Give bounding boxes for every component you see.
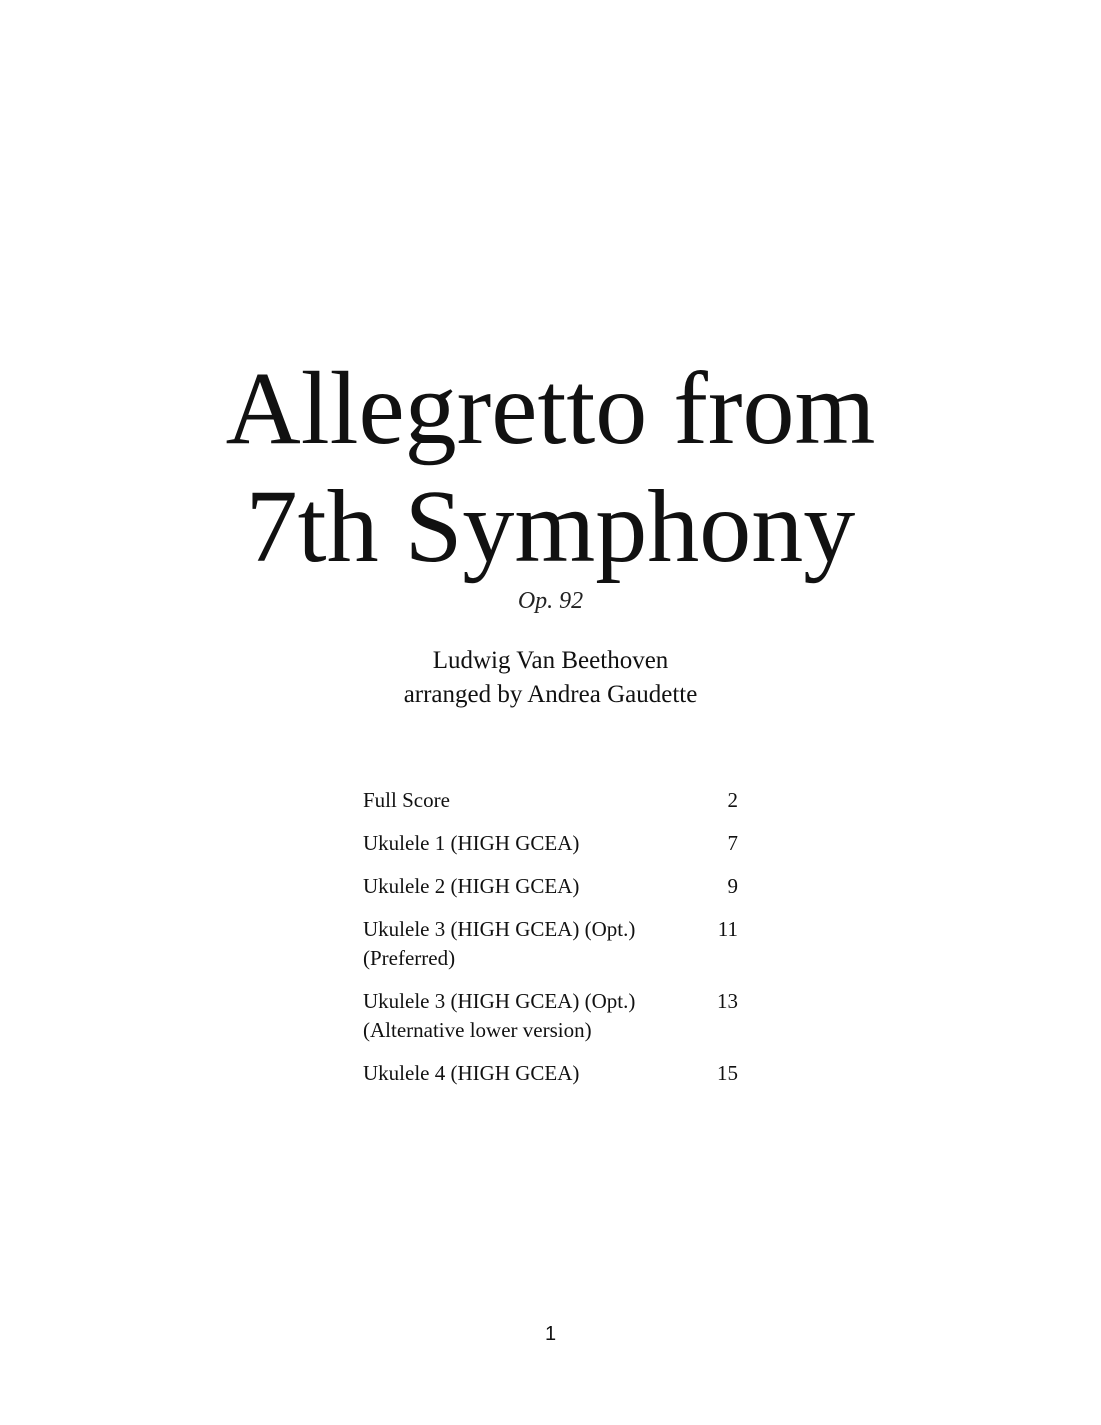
- opus-number: Op. 92: [517, 588, 584, 614]
- toc-label-line: Ukulele 2 (HIGH GCEA): [363, 874, 580, 898]
- toc-label-line: Ukulele 3 (HIGH GCEA) (Opt.): [363, 917, 636, 941]
- toc-label: [363, 829, 683, 858]
- toc-label-line: Full Score: [363, 788, 450, 812]
- toc-label: [363, 915, 683, 973]
- toc-label: [363, 872, 683, 901]
- page-number: 1: [544, 1323, 557, 1345]
- title-line-2: 7th Symphony: [245, 469, 856, 584]
- toc-page-number: 2: [727, 788, 738, 812]
- toc-page-number: 11: [717, 917, 738, 941]
- toc-page-number: 7: [727, 831, 738, 855]
- toc-row[interactable]: [363, 987, 741, 1045]
- toc-label: [363, 1059, 683, 1088]
- toc-label-line: Ukulele 3 (HIGH GCEA) (Opt.): [363, 989, 636, 1013]
- toc-label-line: Ukulele 4 (HIGH GCEA): [363, 1061, 580, 1085]
- toc-page-number: 13: [717, 989, 738, 1013]
- toc-row[interactable]: [363, 1059, 741, 1088]
- credits: [0, 644, 1101, 712]
- toc-row[interactable]: [363, 872, 741, 901]
- arranger: arranged by Andrea Gaudette: [403, 681, 698, 708]
- toc-row[interactable]: [363, 915, 741, 973]
- title-block: [0, 350, 1101, 616]
- title-line-1: Allegretto from: [225, 351, 876, 466]
- table-of-contents: [363, 786, 741, 1102]
- toc-label-line-2: (Preferred): [363, 946, 456, 970]
- toc-label: [363, 786, 683, 815]
- toc-page-number: 9: [727, 874, 738, 898]
- toc-label-line: Ukulele 1 (HIGH GCEA): [363, 831, 580, 855]
- toc-label-line-2: (Alternative lower version): [363, 1018, 592, 1042]
- toc-row[interactable]: [363, 829, 741, 858]
- toc-label: [363, 987, 683, 1045]
- composer: Ludwig Van Beethoven: [432, 647, 669, 674]
- toc-row[interactable]: [363, 786, 741, 815]
- toc-page-number: 15: [717, 1061, 738, 1085]
